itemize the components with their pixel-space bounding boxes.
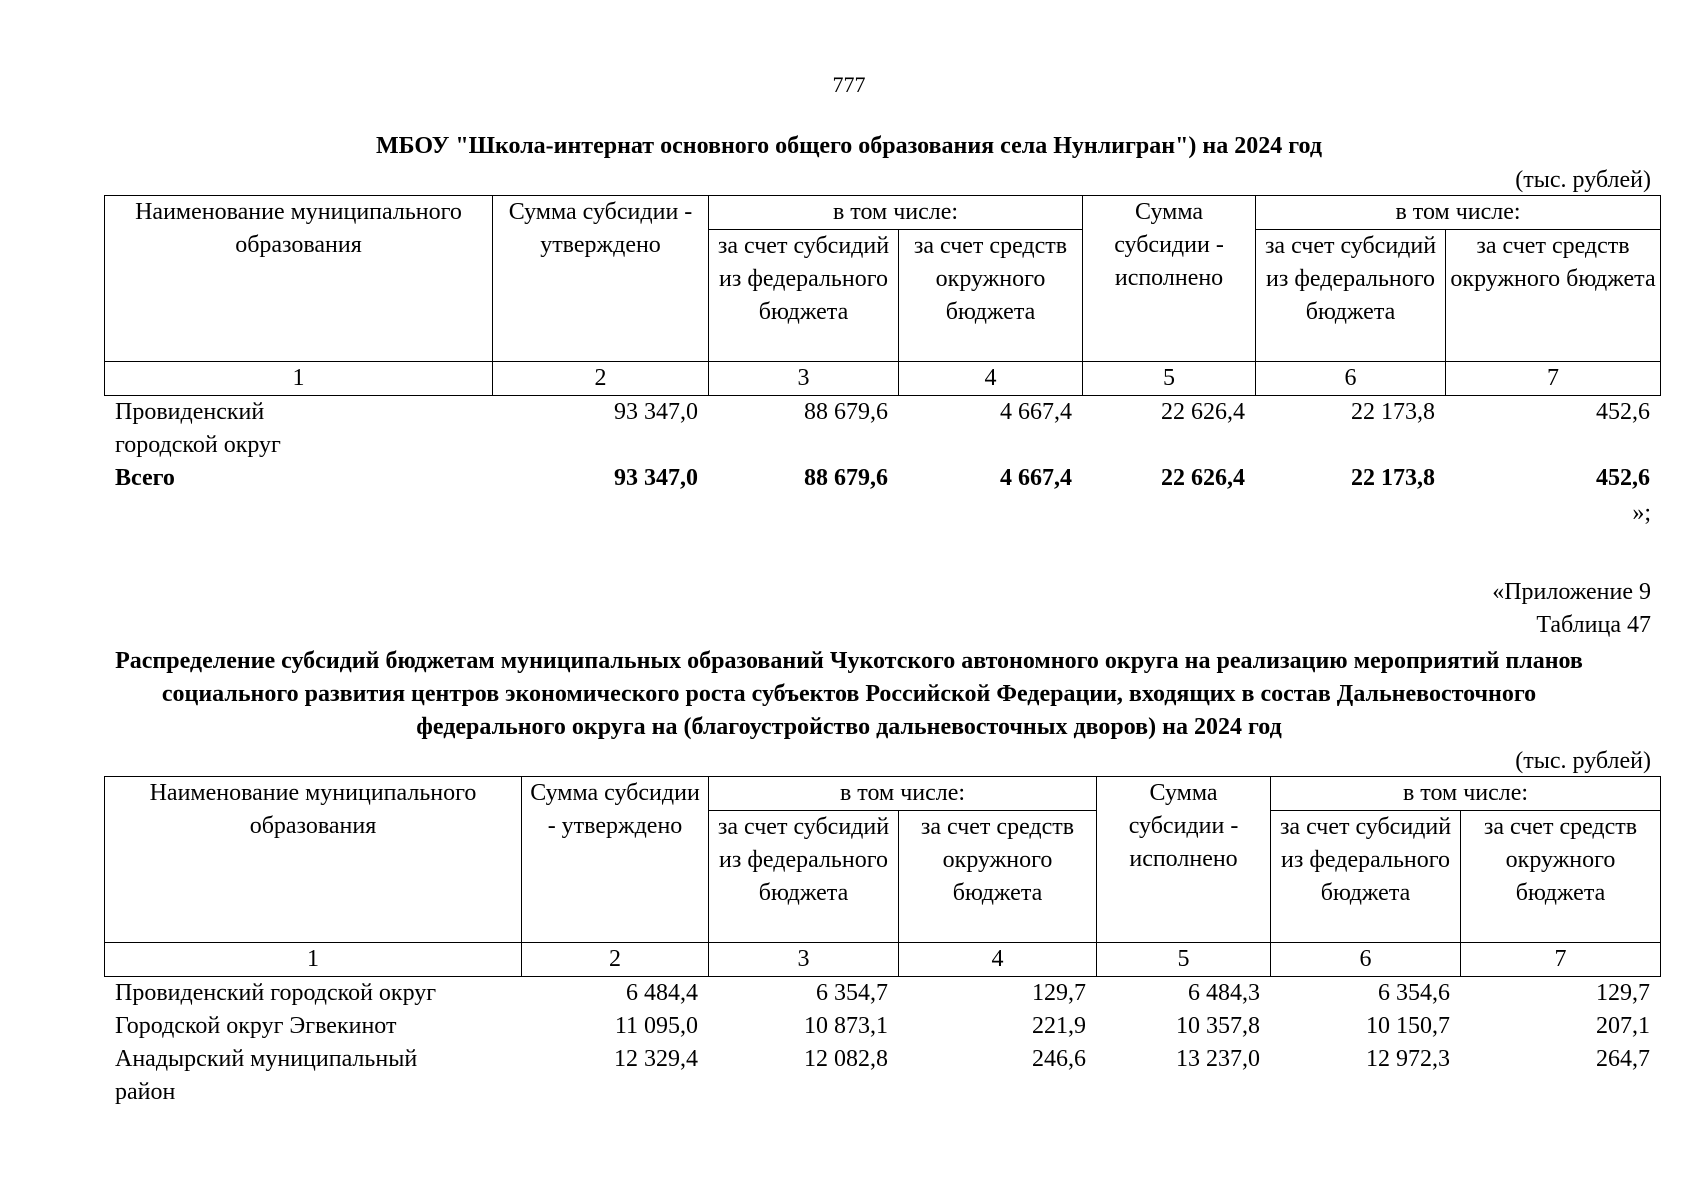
- table-row: [104, 977, 1660, 1010]
- page-number: 777: [832, 72, 866, 97]
- col-number: 2: [493, 362, 709, 396]
- appendix-number: «Приложение 9: [1492, 579, 1651, 605]
- cell-federal: 12 972,3: [1366, 1046, 1450, 1072]
- col-header-including: в том числе:: [709, 777, 1097, 811]
- col-number: 4: [899, 943, 1097, 977]
- col-number: 2: [522, 943, 709, 977]
- cell-executed: 13 237,0: [1176, 1046, 1260, 1072]
- col-header-regional: за счет средств окружного бюджета: [1446, 230, 1661, 362]
- table-title: [0, 645, 1698, 744]
- header-table-2: [104, 776, 1661, 977]
- col-number: 4: [899, 362, 1083, 396]
- appendix-label: [1492, 576, 1651, 642]
- units-label: (тыс. рублей): [1515, 167, 1651, 193]
- cell-executed: 6 484,3: [1188, 980, 1260, 1006]
- cell-regional: 4 667,4: [1000, 399, 1072, 425]
- col-header-approved: Сумма субсидии - утверждено: [522, 777, 709, 943]
- col-number: 7: [1461, 943, 1661, 977]
- col-header-federal: за счет субсидий из федерального бюджета: [1256, 230, 1446, 362]
- cell-federal: 6 354,6: [1378, 980, 1450, 1006]
- total-regional: 452,6: [1596, 465, 1650, 491]
- cell-regional: 129,7: [1032, 980, 1086, 1006]
- col-number: 3: [709, 943, 899, 977]
- cell-federal: 88 679,6: [804, 399, 888, 425]
- cell-approved: 93 347,0: [614, 399, 698, 425]
- cell-approved: 11 095,0: [614, 1013, 698, 1039]
- col-header-federal: за счет субсидий из федерального бюджета: [709, 811, 899, 943]
- cell-federal: 12 082,8: [804, 1046, 888, 1072]
- total-row: [104, 462, 1660, 495]
- col-header-federal: за счет субсидий из федерального бюджета: [709, 230, 899, 362]
- col-number: 3: [709, 362, 899, 396]
- table-title: МБОУ "Школа-интернат основного общего образования села Нунлигран") на 2024 год: [376, 133, 1322, 159]
- col-header-regional: за счет средств окружного бюджета: [899, 230, 1083, 362]
- header-table-1: [104, 195, 1661, 396]
- table-row: [104, 396, 1660, 462]
- col-number: 6: [1271, 943, 1461, 977]
- table-number: Таблица 47: [1536, 612, 1651, 638]
- col-number: 1: [105, 362, 493, 396]
- col-header-executed: Сумма субсидии - исполнено: [1097, 777, 1271, 943]
- total-federal: 88 679,6: [804, 465, 888, 491]
- col-header-approved: Сумма субсидии - утверждено: [493, 196, 709, 362]
- cell-executed: 22 626,4: [1161, 399, 1245, 425]
- col-header-federal: за счет субсидий из федерального бюджета: [1271, 811, 1461, 943]
- col-number: 5: [1083, 362, 1256, 396]
- total-federal: 22 173,8: [1351, 465, 1435, 491]
- col-header-executed: Сумма субсидии - исполнено: [1083, 196, 1256, 362]
- col-number: 5: [1097, 943, 1271, 977]
- cell-approved: 6 484,4: [626, 980, 698, 1006]
- total-executed: 22 626,4: [1161, 465, 1245, 491]
- total-regional: 4 667,4: [1000, 465, 1072, 491]
- total-label: Всего: [115, 465, 175, 491]
- col-header-regional: за счет средств окружного бюджета: [899, 811, 1097, 943]
- cell-regional: 129,7: [1596, 980, 1650, 1006]
- col-number: 1: [105, 943, 522, 977]
- cell-federal: 6 354,7: [816, 980, 888, 1006]
- units-label: (тыс. рублей): [1515, 748, 1651, 774]
- col-header-including: в том числе:: [1271, 777, 1661, 811]
- col-header-including: в том числе:: [1256, 196, 1661, 230]
- row-name: Провиденский городской округ: [115, 980, 437, 1006]
- col-header-name: Наименование муниципального образования: [105, 196, 493, 362]
- cell-regional: 221,9: [1032, 1013, 1086, 1039]
- cell-regional: 207,1: [1596, 1013, 1650, 1039]
- row-name: Городской округ Эгвекинот: [115, 1013, 397, 1039]
- total-approved: 93 347,0: [614, 465, 698, 491]
- cell-federal: 10 873,1: [804, 1013, 888, 1039]
- col-header-including: в том числе:: [709, 196, 1083, 230]
- col-header-regional: за счет средств окружного бюджета: [1461, 811, 1661, 943]
- cell-regional: 452,6: [1596, 399, 1650, 425]
- cell-executed: 10 357,8: [1176, 1013, 1260, 1039]
- row-name: Анадырский муниципальный район: [115, 1046, 418, 1105]
- cell-approved: 12 329,4: [614, 1046, 698, 1072]
- cell-regional: 246,6: [1032, 1046, 1086, 1072]
- closing-quote: »;: [1632, 500, 1651, 526]
- row-name: Провиденский городской округ: [115, 399, 281, 458]
- table-row: [104, 1043, 1660, 1109]
- data-table-1: [104, 396, 1660, 495]
- col-number: 6: [1256, 362, 1446, 396]
- cell-regional: 264,7: [1596, 1046, 1650, 1072]
- cell-federal: 10 150,7: [1366, 1013, 1450, 1039]
- data-table-2: [104, 977, 1660, 1109]
- col-number: 7: [1446, 362, 1661, 396]
- table-row: [104, 1010, 1660, 1043]
- col-header-name: Наименование муниципального образования: [105, 777, 522, 943]
- cell-federal: 22 173,8: [1351, 399, 1435, 425]
- title-text: Распределение субсидий бюджетам муниципальных образований Чукотского автономного округа на реализацию мероприятий планов социального развития центров экономического роста субъектов Российской Федерации, входящих в состав Дальневосточного федерального округа на (благоустройство дальневосточных дворов) на 2024 год: [115, 648, 1583, 740]
